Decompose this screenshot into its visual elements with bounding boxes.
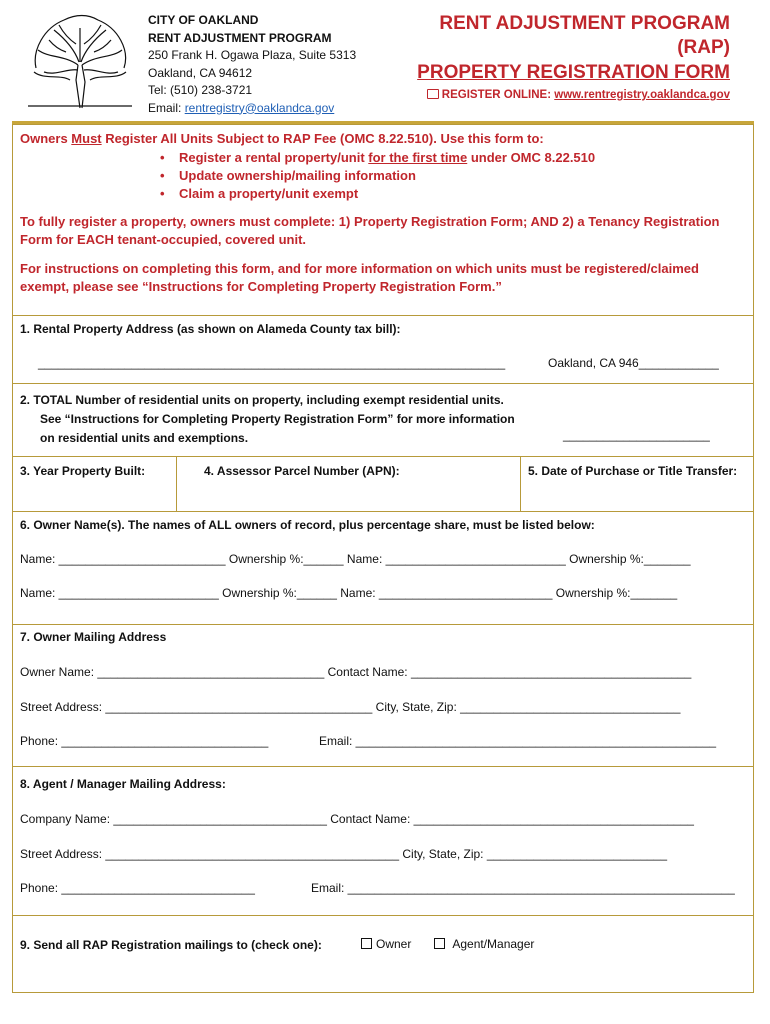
divider-6 xyxy=(12,766,754,767)
email-link[interactable]: rentregistry@oaklandca.gov xyxy=(184,100,335,115)
owner-checkbox[interactable] xyxy=(361,938,372,949)
divider-2 xyxy=(12,383,754,384)
email-label: Email: xyxy=(148,100,185,115)
address-line-1: 250 Frank H. Ogawa Plaza, Suite 5313 xyxy=(148,48,357,62)
s9-agent-option[interactable]: Agent/Manager xyxy=(434,937,534,951)
telephone: Tel: (510) 238-3721 xyxy=(148,83,253,97)
agent-checkbox[interactable] xyxy=(434,938,445,949)
form-title-block xyxy=(400,12,730,101)
s1-address-field[interactable]: ______________________________________________________________________ xyxy=(38,356,506,370)
bullet-2: • Update ownership/mailing information xyxy=(160,168,416,183)
divider-5 xyxy=(12,624,754,625)
s5-label: 5. Date of Purchase or Title Transfer: xyxy=(528,464,738,478)
s2-unit-count-field[interactable]: ______________________ xyxy=(563,428,710,442)
org-name: CITY OF OAKLAND xyxy=(148,13,259,27)
register-online xyxy=(400,89,730,101)
computer-icon xyxy=(427,89,439,99)
s7-phone-field[interactable]: Phone: _______________________________ xyxy=(20,734,269,748)
s6-owner-row-1[interactable]: Name: _________________________ Ownership %:______ Name: ___________________________ Ownership %:_______ xyxy=(20,552,691,566)
divider-4 xyxy=(12,511,754,512)
s9-title: 9. Send all RAP Registration mailings to (check one): xyxy=(20,938,322,952)
intro-bullets xyxy=(160,149,750,203)
s4-divider xyxy=(520,456,521,511)
intro-para-2: To fully register a property, owners must complete: 1) Property Registration Form; AND 2) a Tenancy Registration Form for EACH tenant-occupied, covered unit. xyxy=(20,214,720,247)
bullet-3: • Claim a property/unit exempt xyxy=(160,186,359,201)
program-name: RENT ADJUSTMENT PROGRAM xyxy=(148,30,332,45)
s8-street-row[interactable]: Street Address: ____________________________________________ City, State, Zip: ___________________________ xyxy=(20,847,668,861)
intro-para-3: For instructions on completing this form, and for more information on which units must be registered/claimed exempt, please see “Instructions for Completing Property Registration Form.” xyxy=(20,261,699,294)
divider-1 xyxy=(12,315,754,316)
s6-owner-row-2[interactable]: Name: ________________________ Ownership %:______ Name: __________________________ Ownership %:_______ xyxy=(20,586,678,600)
s4-label: 4. Assessor Parcel Number (APN): xyxy=(204,464,400,478)
oakland-tree-logo xyxy=(24,10,136,110)
email-line xyxy=(148,100,356,118)
s1-title: 1. Rental Property Address (as shown on Alameda County tax bill): xyxy=(20,322,401,336)
divider-3 xyxy=(12,456,754,457)
s2-text: 2. TOTAL Number of residential units on property, including exempt residential units. See “Instructions for Completing Property Registration Form” for more information on residential units and exemptions. xyxy=(20,393,515,445)
bullet-1: • Register a rental property/unit for the first time under OMC 8.22.510 xyxy=(160,150,596,165)
s8-company-contact-row[interactable]: Company Name: ________________________________ Contact Name: __________________________________________ xyxy=(20,812,694,826)
divider-7 xyxy=(12,915,754,916)
form-title-line-2: PROPERTY REGISTRATION FORM xyxy=(417,62,730,83)
s3-divider xyxy=(176,456,177,511)
s7-street-row[interactable]: Street Address: ________________________________________ City, State, Zip: _________________________________ xyxy=(20,700,681,714)
intro-line-1: Owners Must Register All Units Subject to RAP Fee (OMC 8.22.510). Use this form to: xyxy=(20,131,544,146)
s7-email-field[interactable]: Email: ______________________________________________________ xyxy=(319,734,717,748)
register-link[interactable]: www.rentregistry.oaklandca.gov xyxy=(554,89,730,101)
s7-owner-contact-row[interactable]: Owner Name: __________________________________ Contact Name: __________________________________________ xyxy=(20,665,692,679)
s3-label: 3. Year Property Built: xyxy=(20,464,146,478)
form-title-line-1: RENT ADJUSTMENT PROGRAM (RAP) xyxy=(439,13,730,58)
header-contact-block xyxy=(148,12,356,117)
register-label: REGISTER ONLINE: xyxy=(441,89,555,101)
s7-title: 7. Owner Mailing Address xyxy=(20,630,167,644)
s6-title: 6. Owner Name(s). The names of ALL owners of record, plus percentage share, must be listed below: xyxy=(20,518,595,532)
address-line-2: Oakland, CA 94612 xyxy=(148,65,253,80)
s8-title: 8. Agent / Manager Mailing Address: xyxy=(20,777,226,791)
intro-section xyxy=(20,130,750,296)
s8-email-field[interactable]: Email: __________________________________________________________ xyxy=(311,881,735,895)
s1-city-zip-field[interactable]: Oakland, CA 946____________ xyxy=(548,356,719,370)
s8-phone-field[interactable]: Phone: _____________________________ xyxy=(20,881,255,895)
s9-owner-option[interactable]: Owner xyxy=(361,937,411,951)
